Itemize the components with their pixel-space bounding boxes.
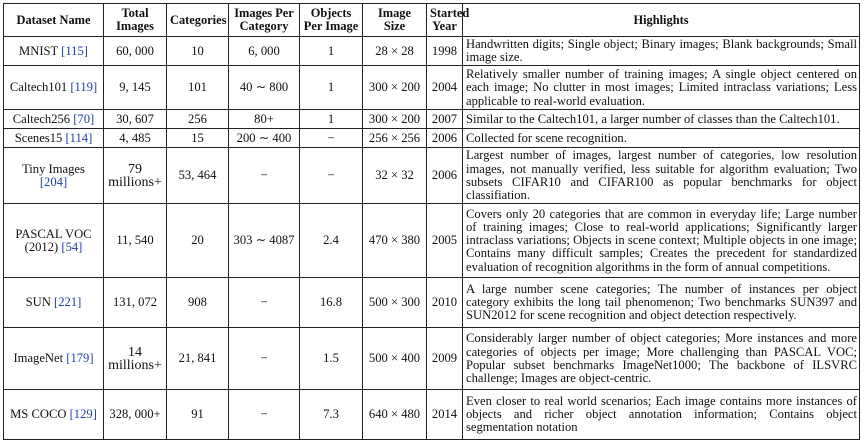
header-dataset-name: Dataset Name (4, 4, 104, 37)
total-images-cell: 9, 145 (104, 66, 167, 110)
highlights-cell: Similar to the Caltech101, a larger number of classes than the Caltech101. (463, 110, 860, 129)
objects-per-image-cell: 1 (300, 66, 363, 110)
table-row (4, 328, 860, 390)
dataset-name: SUN (25, 295, 51, 310)
started-year-cell: 2009 (427, 328, 463, 390)
header-categories: Categories (167, 4, 229, 37)
started-year-cell: 2006 (427, 129, 463, 148)
categories-cell: 10 (167, 37, 229, 66)
categories-cell: 101 (167, 66, 229, 110)
highlights-cell: Handwritten digits; Single object; Binary images; Blank backgrounds; Small image size. (463, 37, 860, 66)
highlights-cell: A large number scene categories; The number of instances per object category exhibits the long tail phenomenon; Two benchmarks SUN397 and SUN2012 for scene recognition and object detection respectively. (463, 278, 860, 328)
total-images-cell: 14 millions+ (104, 328, 167, 390)
started-year-cell: 2014 (427, 390, 463, 440)
started-year-cell: 2007 (427, 110, 463, 129)
highlights-cell: Relatively smaller number of training images; A single object centered on each image; No clutter in most images; Limited intraclass variations; Less applicable to real-world evaluation. (463, 66, 860, 110)
image-size-cell: 640 × 480 (363, 390, 427, 440)
header-objects-per-image: Objects Per Image (300, 4, 363, 37)
objects-per-image-cell: 1 (300, 37, 363, 66)
highlights-cell: Even closer to real world scenarios; Each image contains more instances of objects and richer object annotation information; Contains object segmentation notation (463, 390, 860, 440)
dataset-name-cell (4, 204, 104, 278)
dataset-name-cell (4, 148, 104, 204)
categories-cell: 256 (167, 110, 229, 129)
images-per-category-cell: 40 ∼ 800 (229, 66, 300, 110)
images-per-category-cell: 303 ∼ 4087 (229, 204, 300, 278)
total-images-cell: 4, 485 (104, 129, 167, 148)
images-per-category-cell: 80+ (229, 110, 300, 129)
total-images-cell: 11, 540 (104, 204, 167, 278)
started-year-cell: 1998 (427, 37, 463, 66)
image-size-cell: 256 × 256 (363, 129, 427, 148)
citation-link[interactable]: [129] (69, 407, 97, 422)
images-per-category-cell: − (229, 148, 300, 204)
categories-cell: 21, 841 (167, 328, 229, 390)
header-started-year: Started Year (427, 4, 463, 37)
dataset-name: MNIST (19, 43, 58, 58)
dataset-name-cell (4, 390, 104, 440)
dataset-name: ImageNet (13, 351, 64, 366)
citation-link[interactable]: [114] (65, 130, 93, 145)
dataset-name-cell (4, 129, 104, 148)
highlights-cell: Collected for scene recognition. (463, 129, 860, 148)
started-year-cell: 2010 (427, 278, 463, 328)
total-images-cell: 328, 000+ (104, 390, 167, 440)
started-year-cell: 2006 (427, 148, 463, 204)
objects-per-image-cell: 1.5 (300, 328, 363, 390)
objects-per-image-cell: 7.3 (300, 390, 363, 440)
citation-link[interactable]: [70] (73, 111, 95, 126)
table-row (4, 66, 860, 110)
citation-link[interactable]: [119] (70, 80, 98, 95)
table-row (4, 37, 860, 66)
table-row (4, 390, 860, 440)
citation-link[interactable]: [115] (61, 43, 88, 58)
dataset-name-cell (4, 110, 104, 129)
categories-cell: 53, 464 (167, 148, 229, 204)
objects-per-image-cell: − (300, 148, 363, 204)
header-images-per-category: Images Per Category (229, 4, 300, 37)
image-size-cell: 470 × 380 (363, 204, 427, 278)
highlights-cell: Considerably larger number of object categories; More instances and more categories of objects per image; More challenging than PASCAL VOC; Popular subset benchmarks ImageNet1000; The backbone of ILSVRC challenge; Images are object-centric. (463, 328, 860, 390)
table-row (4, 148, 860, 204)
dataset-name: PASCAL VOC (2012) (15, 226, 92, 254)
citation-link[interactable]: [221] (54, 295, 82, 310)
table-row (4, 278, 860, 328)
citation-link[interactable]: [204] (39, 174, 68, 189)
header-row (4, 4, 860, 37)
image-size-cell: 500 × 400 (363, 328, 427, 390)
highlights-cell: Largest number of images, largest number of categories, low resolution images, not manually verified, less suitable for algorithm evaluation; Two subsets CIFAR10 and CIFAR100 as popular benchmarks for object classifiation. (463, 148, 860, 204)
dataset-name-cell (4, 328, 104, 390)
table-row (4, 129, 860, 148)
categories-cell: 20 (167, 204, 229, 278)
dataset-name-cell (4, 278, 104, 328)
images-per-category-cell: 200 ∼ 400 (229, 129, 300, 148)
categories-cell: 908 (167, 278, 229, 328)
categories-cell: 15 (167, 129, 229, 148)
dataset-name-cell (4, 37, 104, 66)
image-size-cell: 300 × 200 (363, 66, 427, 110)
image-size-cell: 32 × 32 (363, 148, 427, 204)
images-per-category-cell: − (229, 328, 300, 390)
categories-cell: 91 (167, 390, 229, 440)
images-per-category-cell: − (229, 390, 300, 440)
total-images-cell: 60, 000 (104, 37, 167, 66)
objects-per-image-cell: 2.4 (300, 204, 363, 278)
image-size-cell: 500 × 300 (363, 278, 427, 328)
image-size-cell: 300 × 200 (363, 110, 427, 129)
total-images-cell: 30, 607 (104, 110, 167, 129)
dataset-name: MS COCO (10, 407, 67, 422)
dataset-table (3, 3, 860, 440)
dataset-name: Tiny Images (22, 161, 85, 176)
highlights-cell: Covers only 20 categories that are common in everyday life; Large number of training images; Close to real-world applications; Significantly larger intraclass variations; Objects in scene context; Multiple objects in one image; Contains many difficult samples; Creates the precedent for standardized evaluation of recognition algorithms in the form of annual competitions. (463, 204, 860, 278)
images-per-category-cell: − (229, 278, 300, 328)
dataset-name: Caltech101 (9, 80, 68, 95)
dataset-name: Caltech256 (12, 111, 71, 126)
objects-per-image-cell: 1 (300, 110, 363, 129)
image-size-cell: 28 × 28 (363, 37, 427, 66)
started-year-cell: 2005 (427, 204, 463, 278)
table-row (4, 110, 860, 129)
header-total-images: Total Images (104, 4, 167, 37)
started-year-cell: 2004 (427, 66, 463, 110)
citation-link[interactable]: [54] (61, 239, 83, 254)
objects-per-image-cell: − (300, 129, 363, 148)
citation-link[interactable]: [179] (66, 351, 94, 366)
header-image-size: Image Size (363, 4, 427, 37)
images-per-category-cell: 6, 000 (229, 37, 300, 66)
dataset-name: Scenes15 (14, 130, 63, 145)
header-highlights: Highlights (463, 4, 860, 37)
table-row (4, 204, 860, 278)
total-images-cell: 131, 072 (104, 278, 167, 328)
dataset-name-cell (4, 66, 104, 110)
total-images-cell: 79 millions+ (104, 148, 167, 204)
objects-per-image-cell: 16.8 (300, 278, 363, 328)
